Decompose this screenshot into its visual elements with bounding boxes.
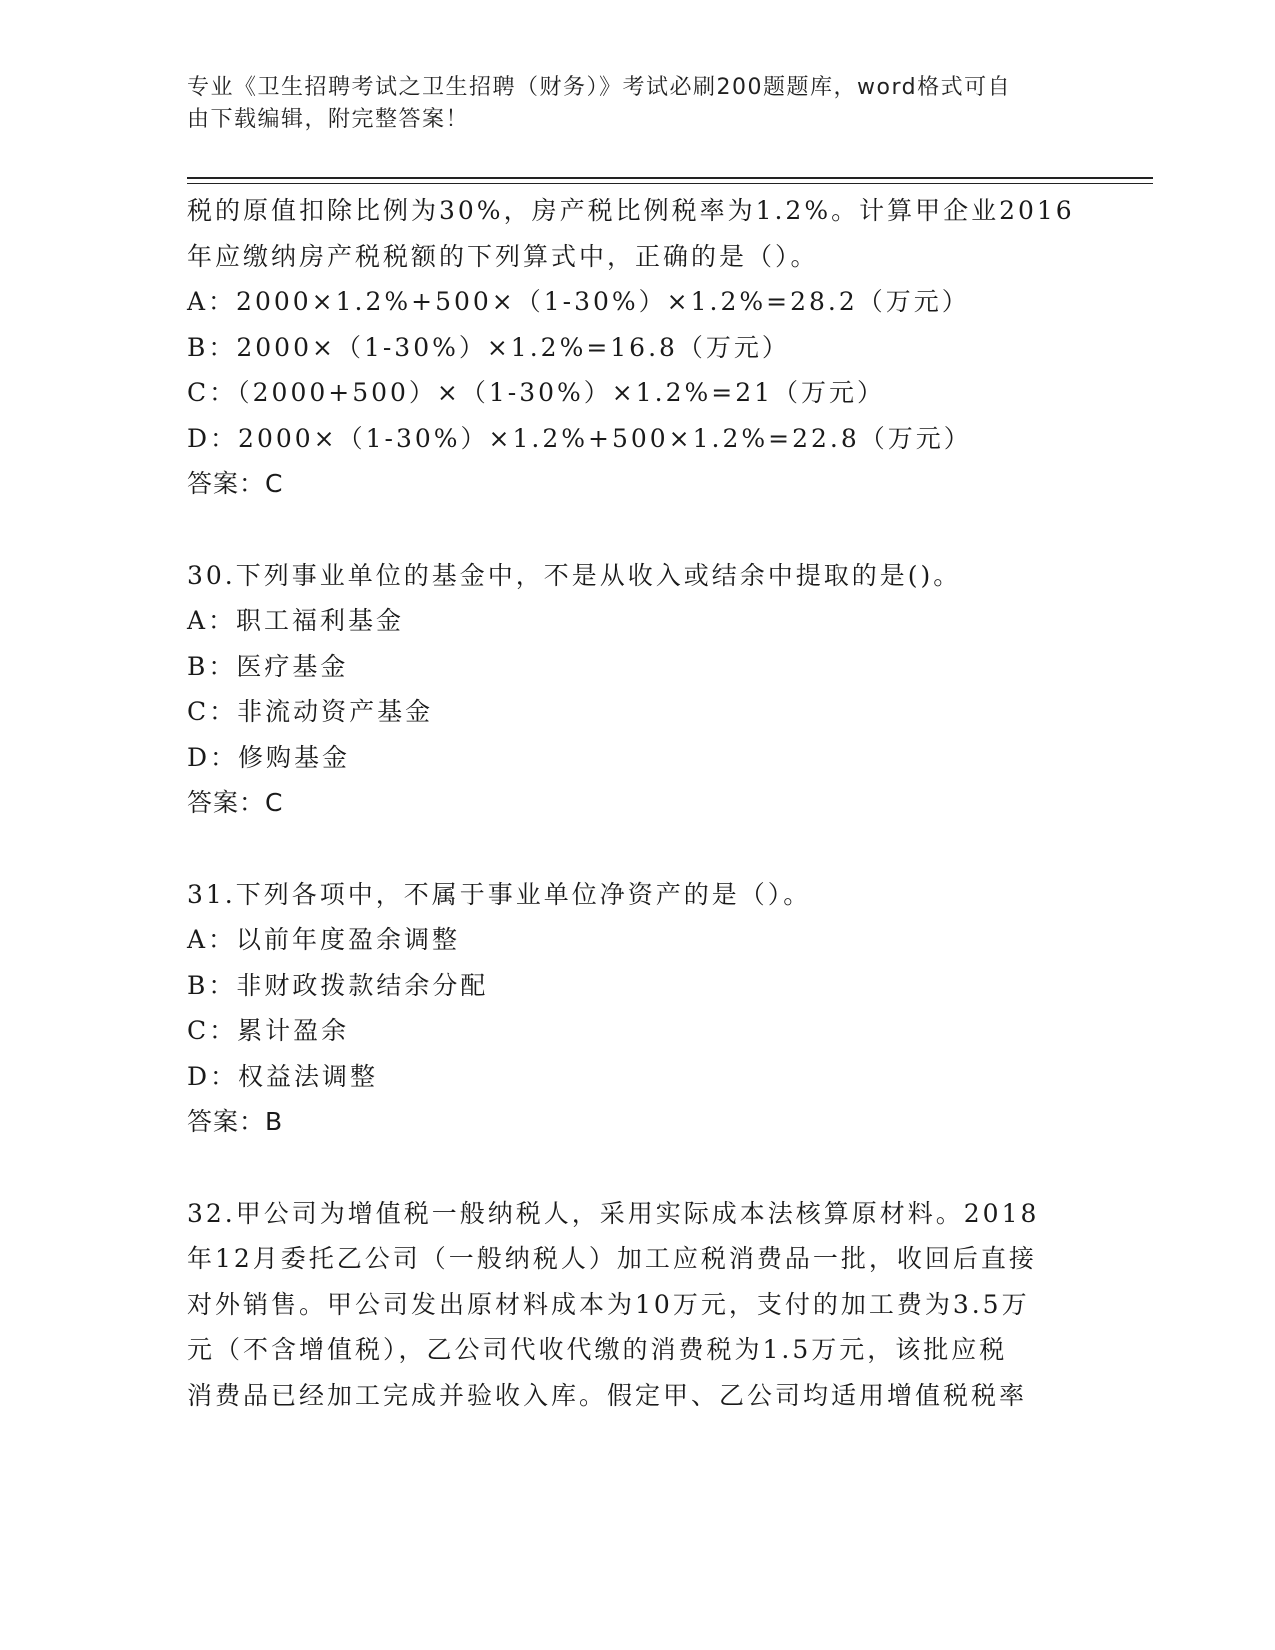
question-text: 税的原值扣除比例为30%，房产税比例税率为1.2%。计算甲企业2016 [187,196,1075,225]
question-32 [187,1191,1087,1419]
option-c: C：（2000+500）×（1-30%）×1.2%=21（万元） [187,378,886,407]
question-29 [187,188,1087,507]
question-text: 消费品已经加工完成并验收入库。假定甲、乙公司均适用增值税税率 [187,1380,1028,1410]
option-a: A：以前年度盈余调整 [187,925,461,954]
spacer [187,1145,1087,1191]
option-d: D：2000×（1-30%）×1.2%+500×1.2%=22.8（万元） [187,423,972,453]
answer: 答案：B [187,1107,284,1136]
question-text: 31.下列各项中，不属于事业单位净资产的是（）。 [187,879,812,909]
header-divider-thin [187,183,1153,184]
question-31 [187,872,1087,1145]
option-c: C：累计盈余 [187,1016,350,1045]
question-30 [187,553,1087,826]
question-text: 年应缴纳房产税税额的下列算式中，正确的是（）。 [187,241,819,271]
question-text: 30.下列事业单位的基金中，不是从收入或结余中提取的是()。 [187,560,962,590]
option-b: B：非财政拨款结余分配 [187,970,489,1000]
answer: 答案：C [187,469,284,498]
header-line-2: 由下载编辑，附完整答案！ [187,107,470,132]
spacer [187,507,1087,553]
option-c: C：非流动资产基金 [187,697,434,726]
question-text: 对外销售。甲公司发出原材料成本为10万元，支付的加工费为3.5万 [187,1289,1030,1319]
question-text: 元（不含增值税），乙公司代收代缴的消费税为1.5万元，该批应税 [187,1335,1008,1364]
option-b: B：2000×（1-30%）×1.2%=16.8（万元） [187,332,790,362]
option-d: D：权益法调整 [187,1061,379,1091]
document-header [187,72,1067,136]
option-b: B：医疗基金 [187,651,349,681]
spacer [187,826,1087,872]
option-a: A：职工福利基金 [187,606,405,635]
question-list [187,188,1087,1418]
header-line-1: 专业《卫生招聘考试之卫生招聘（财务）》考试必刷200题题库，word格式可自 [187,75,1012,100]
question-text: 32.甲公司为增值税一般纳税人，采用实际成本法核算原材料。2018 [187,1198,1040,1228]
question-text: 年12月委托乙公司（一般纳税人）加工应税消费品一批，收回后直接 [187,1244,1037,1273]
option-d: D：修购基金 [187,742,351,772]
option-a: A：2000×1.2%+500×（1-30%）×1.2%=28.2（万元） [187,287,970,316]
header-divider-thick [187,177,1153,179]
answer: 答案：C [187,788,284,817]
